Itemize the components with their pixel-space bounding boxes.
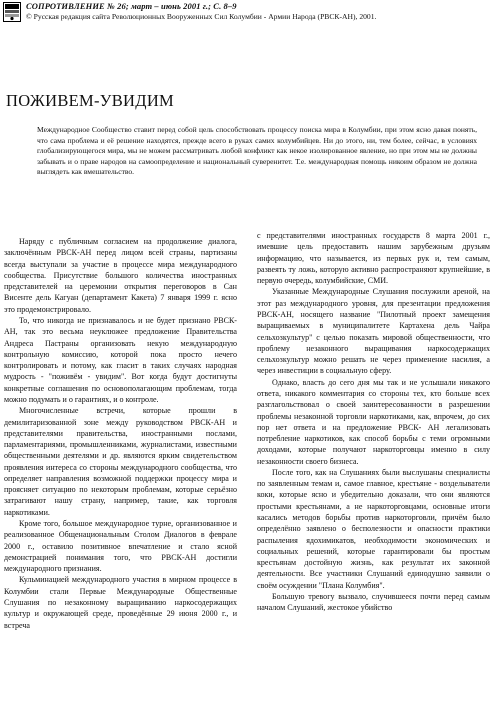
paragraph: с представителями иностранных государств 8 марта 2001 г., имевшие цель предоставить нашим зарубежным друзьям информацию, что называется, из первых рук и, тем самым, развеять ту ложь, которую активно распространяют крупнейшие, в первую очередь, колумбийские, СМИ. <box>257 231 490 286</box>
journal-issue-line: СОПРОТИВЛЕНИЕ № 26; март – июнь 2001 г.; С. 8–9 <box>26 1 237 11</box>
paragraph: После того, как на Слушаниях были выслушаны специалисты по заявленным темам и, самое главное, крестьяне - возделыватели коки, которые ясно и убедительно доказали, что они являются простыми крестьянами, а не наркоторговцами, основные итоги касались методов борьбы против наркоторговли, причём было определённо заявлено о бесполезности и опасности практики распыления ядохимикатов, необходимости экономических и социальных решений, которые гарантировали бы простым крестьянам достойную жизнь, как результат их законной деятельности. Все участники Слушаний единодушно заявили о своём осуждении "Плана Колумбия". <box>257 467 490 590</box>
paragraph: Кроме того, большое международное турне, организованное и реализованное Общенациональным Столом Диалогов в феврале 2000 г., оставило позитивное впечатление и стало ясной демонстрацией понимания того, что РВСК-АН достигли международного признания. <box>4 519 237 574</box>
article-title: ПОЖИВЕМ-УВИДИМ <box>6 91 175 110</box>
page-header <box>0 0 495 24</box>
paragraph: Однако, власть до сего дня мы так и не услышали никакого ответа, никакого комментария со стороны тех, кто больше всех разглагольствовал о своей заинтересованности в разрешении проблемы незаконной торговли наркотиками, как, впрочем, до сих пор нет ответа и на предложение РВСК- АН легализовать потребление наркотиков, как способ борьбы с теми огромными доходами, которые получают наркоторговцы именно в силу незаконности своего бизнеса. <box>257 377 490 466</box>
paragraph: Многочисленные встречи, которые прошли в демилитаризованной зоне между руководством РВСК-АН и представителями правительства, иностранными послами, парламентариями, промышленниками, журналистами, известными общественными деятелями и др. являются ярким свидетельством проявления интереса со стороны международного сообщества, что определяет направления возможной поддержки процессу мира и проясняет ситуацию по некоторым проблемам, которые серьёзно затрагивают нашу страну, например, такие, как торговля наркотиками. <box>4 406 237 517</box>
flag-emblem-icon <box>3 2 21 22</box>
article-abstract: Международное Сообщество ставит перед собой цель способствовать процессу поиска мира в Колумбии, при этом ясно давая понять, что сама проблема и её решение находятся, прежде всего в руках самих колумбийцев. Ни до этого, ни, тем более, сейчас, в условиях глобализирующегося мира, мы не можем рассматривать любой конфликт как некое изолированное явление, но при этом мы не должны забывать и о праве народов на самоопределение и национальный суверенитет. Т.е. международная помощь никоим образом не должна выглядеть как вмешательство. <box>37 125 477 177</box>
paragraph: Большую тревогу вызвало, случившееся почти перед самым началом Слушаний, жестокое убийство <box>257 592 490 613</box>
copyright-line: © Русская редакция сайта Революционных Вооруженных Сил Колумбии - Армии Народа (РВСК-АН), 2001. <box>26 12 377 21</box>
paragraph: Кульминацией международного участия в мирном процессе в Колумбии стали Первые Международные Общественные Слушания по незаконному выращиванию наркосодержащих культур и окружающей среде, проведённые 29 июня 2000 г., и встреча <box>4 575 237 630</box>
text-column-left <box>4 236 237 631</box>
text-column-right <box>257 230 490 614</box>
paragraph: Наряду с публичным согласием на продолжение диалога, заключённым РВСК-АН перед лицом всей страны, партизаны всегда выступали за участие в процессе мира международного сообщества. Присутствие большого количества иностранных представителей на церемонии открытия переговоров в Сан Висенте дель Кагуан (департамент Какета) 7 января 1999 г. ясно это продемонстрировало. <box>4 237 237 314</box>
paragraph: Указанные Международные Слушания послужили ареной, на этот раз международного уровня, для презентации предложения РВСК-АН, носящего название "Пилотный проект замещения выращиваемых в муниципалитете Картахена дель Чайра сельхозкультур" с целью показать мировой общественности, что проблему незаконного выращивания наркосодержащих сельхозкультур можно решать не через применение насилия, а через инвестиции в социальную сферу. <box>257 287 490 376</box>
paragraph: То, что никогда не признавалось и не будет признано РВСК-АН, так это весьма неуклюжее предложение Правительства Андреса Пастраны организовать некую международную контрольную комиссию, которой пока просто нечего контролировать и потому, как гласит в таких случаях народная мудрость - "поживём - увидим". Вот когда будут достигнуты конкретные соглашения по основополагающим проблемам, тогда можно подумать и о гарантиях, и о контроле. <box>4 315 237 404</box>
